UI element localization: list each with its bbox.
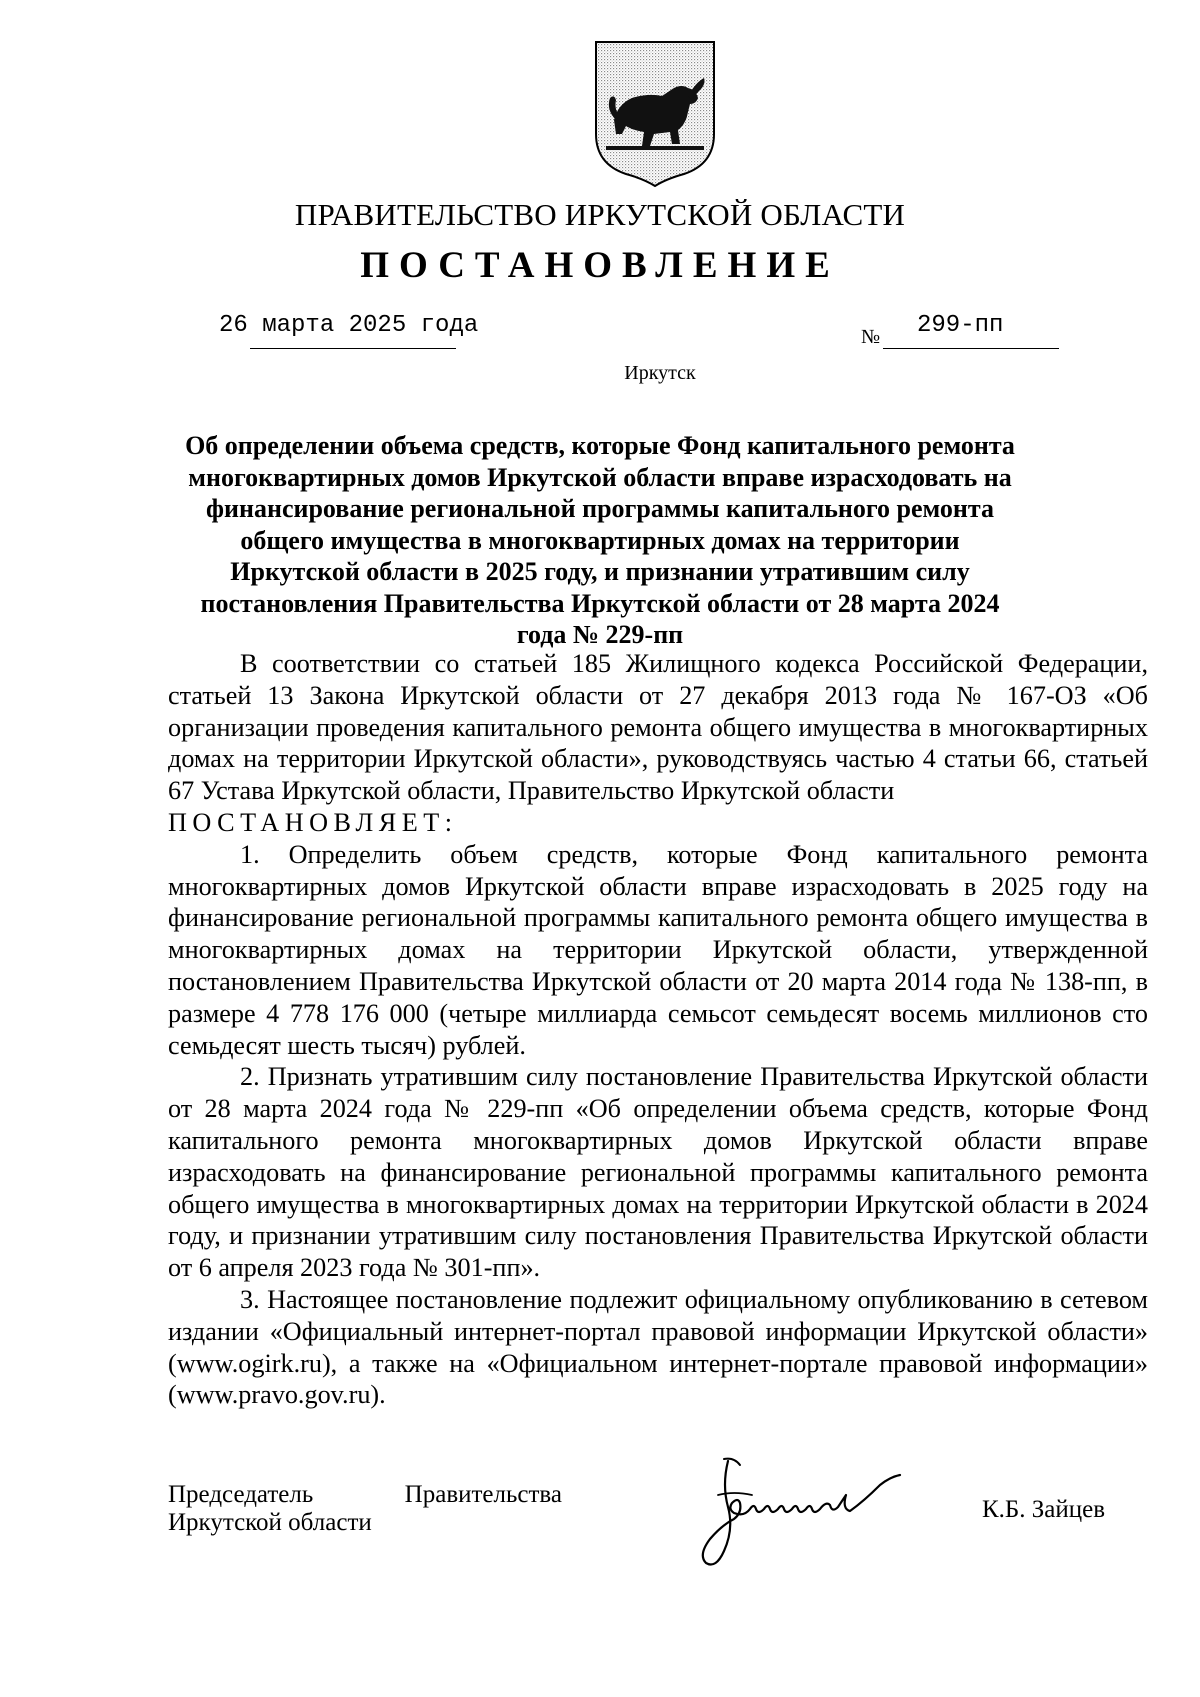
item-3-paragraph: 3. Настоящее постановление подлежит официальному опубликованию в сетевом издании «Официальный интернет-портал правовой информации Иркутской области» (www.ogirk.ru), а также на «Официальном интернет-портале правовой информации» (www.pravo.gov.ru). (168, 1284, 1148, 1410)
city: Иркутск (624, 362, 696, 384)
date-underline (250, 348, 456, 349)
signer-title (168, 1481, 568, 1537)
government-name: ПРАВИТЕЛЬСТВО ИРКУТСКОЙ ОБЛАСТИ (294, 197, 906, 232)
coat-of-arms-emblem (592, 38, 718, 188)
signer-name: К.Б. Зайцев (982, 1496, 1106, 1523)
signer-title-word-1: Председатель (168, 1481, 314, 1508)
document-subject: Об определении объема средств, которые Фонд капитального ремонта многоквартирных домов Иркутской области вправе израсходовать на финансирование региональной программы капитального ремонта общего имущества в многоквартирных домах на территории Иркутской области в 2025 году, и признании утратившим силу постановления Правительства Иркутской области от 28 марта 2024 года № 229-пп (185, 431, 1015, 649)
document-type: ПОСТАНОВЛЕНИЕ (360, 245, 840, 286)
signer-title-word-2: Правительства (404, 1481, 562, 1508)
document-number: 299-пп (917, 312, 1004, 339)
resolves-heading: ПОСТАНОВЛЯЕТ: (168, 807, 458, 837)
document-body (168, 648, 1148, 1411)
preamble-paragraph: В соответствии со статьей 185 Жилищного кодекса Российской Федерации, статьей 13 Закона Иркутской области от 27 декабря 2013 года № 167-ОЗ «Об организации проведения капитального ремонта общего имущества в многоквартирных домах на территории Иркутской области», руководствуясь частью 4 статьи 66, статьей 67 Устава Иркутской области, Правительство Иркутской области (168, 649, 1148, 806)
document-date: 26 марта 2025 года (219, 312, 479, 339)
handwritten-signature (694, 1455, 910, 1575)
signer-title-line-2: Иркутской области (168, 1509, 372, 1536)
number-sign: № (861, 326, 881, 348)
number-underline (883, 348, 1059, 349)
item-1-paragraph: 1. Определить объем средств, которые Фонд капитального ремонта многоквартирных домов Иркутской области вправе израсходовать в 2025 году на финансирование региональной программы капитального ремонта общего имущества в многоквартирных домах на территории Иркутской области, утвержденной постановлением Правительства Иркутской области от 20 марта 2014 года № 138-пп, в размере 4 778 176 000 (четыре миллиарда семьсот семьдесят восемь миллионов сто семьдесят шесть тысяч) рублей. (168, 839, 1148, 1060)
item-2-paragraph: 2. Признать утратившим силу постановление Правительства Иркутской области от 28 марта 2024 года № 229-пп «Об определении объема средств, которые Фонд капитального ремонта многоквартирных домов Иркутской области вправе израсходовать на финансирование региональной программы капитального ремонта общего имущества в многоквартирных домах на территории Иркутской области в 2024 году, и признании утратившим силу постановления Правительства Иркутской области от 6 апреля 2023 года № 301-пп». (168, 1062, 1148, 1283)
